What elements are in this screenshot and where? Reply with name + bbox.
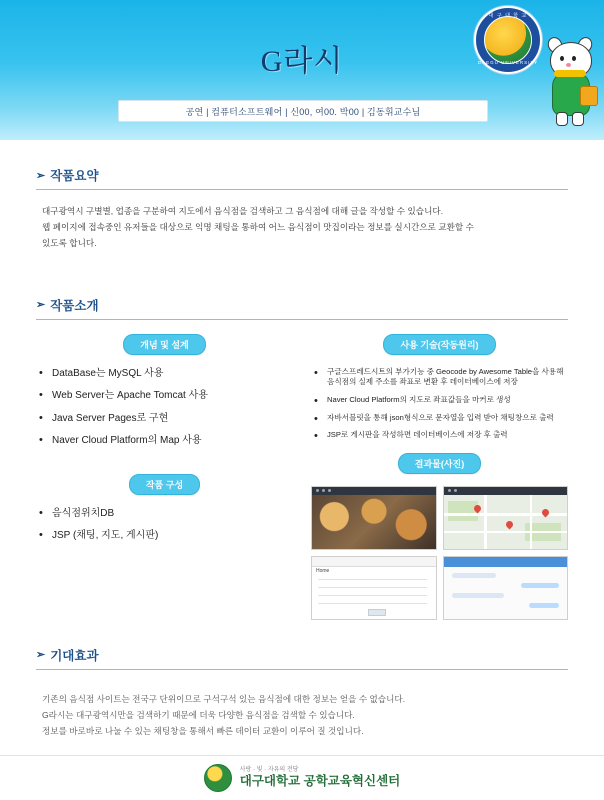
intro-right-column (311, 334, 568, 620)
titlebar-dot (328, 489, 331, 492)
chat-screenshot (443, 556, 569, 620)
footer-organization: 대구대학교 공학교육혁신센터 (239, 774, 401, 789)
chat-header (444, 557, 568, 567)
mascot-nose (566, 63, 571, 67)
pill-result: 결과물(사진) (398, 453, 481, 474)
effect-paragraph (42, 692, 562, 740)
board-divider (318, 595, 427, 596)
pill-wrap-tech (311, 334, 568, 355)
map-park (448, 501, 478, 521)
chat-bubble (521, 583, 559, 588)
titlebar-dot (448, 489, 451, 492)
list-item: • 자바서블릿을 통해 json형식으로 문자열을 입력 받아 채팅창으로 출력 (311, 413, 568, 424)
divider-summary (36, 189, 568, 190)
mascot-bag (580, 86, 598, 106)
intro-left-column (36, 334, 293, 620)
emblem-top-text: 대 구 대 학 교 (488, 13, 528, 19)
screenshot-titlebar (444, 487, 568, 495)
mascot-eye-left (560, 56, 564, 61)
section-title-effect: 기대효과 (50, 648, 99, 663)
map-canvas (444, 495, 568, 549)
mascot-scarf (554, 70, 586, 77)
list-item: • Java Server Pages로 구현 (36, 412, 293, 426)
result-screenshot-grid (311, 486, 568, 620)
titlebar-dot (454, 489, 457, 492)
list-item: • 음식점위치DB (36, 507, 293, 521)
list-item: • Naver Cloud Platform의 지도로 좌표값들을 마커로 생성 (311, 395, 568, 406)
titlebar-dot (316, 489, 319, 492)
section-heading-intro (36, 296, 568, 314)
arrow-icon: ➢ (36, 649, 46, 662)
screenshot-titlebar (312, 487, 436, 495)
tech-list (311, 367, 568, 441)
pill-wrap-compose (36, 474, 293, 495)
pill-wrap-result (311, 453, 568, 474)
summary-paragraph (42, 204, 562, 252)
footer-text-block (240, 767, 400, 788)
section-heading-effect (36, 646, 568, 664)
summary-line-2: 웹 페이지에 접속중인 유저들을 대상으로 익명 채팅을 통하여 어느 음식점이 맛집이라는 정보를 실시간으로 교환할 수 (42, 221, 474, 232)
mascot-leg-right (572, 112, 584, 126)
section-title-intro: 작품소개 (50, 298, 99, 313)
pill-wrap-design (36, 334, 293, 355)
arrow-icon: ➢ (36, 169, 46, 182)
design-list (36, 367, 293, 448)
pill-tech: 사용 기술(작동원리) (383, 334, 495, 355)
footer-slogan: 사랑 · 빛 · 자유의 전당 (239, 767, 299, 774)
titlebar-dot (322, 489, 325, 492)
food-photo-screenshot (311, 486, 437, 550)
page-title: G라시 (260, 45, 344, 78)
daegu-university-logo-icon (204, 764, 232, 792)
board-screenshot (311, 556, 437, 620)
authors-text: 공연 | 컴퓨터소프트웨어 | 신00, 여00. 박00 | 김동휘교수님 (185, 106, 421, 117)
list-item: • 구글스프레드시트의 부가기능 중 Geocode by Awesome Table을 사용해 음식점의 실제 주소를 좌표로 변환 후 데이터베이스에 저장 (311, 367, 568, 388)
section-heading-summary (36, 166, 568, 184)
pill-design: 개념 및 설계 (123, 334, 205, 355)
map-road (484, 495, 487, 549)
cat-mascot-icon (542, 42, 598, 128)
list-item: • Web Server는 Apache Tomcat 사용 (36, 389, 293, 403)
emblem-inner-shape (484, 16, 532, 64)
list-item: • DataBase는 MySQL 사용 (36, 367, 293, 381)
summary-line-1: 대구광역시 구별별, 업종을 구분하여 지도에서 음식점을 검색하고 그 음식점에 대해 글을 작성할 수 있습니다. (42, 206, 444, 216)
arrow-icon: ➢ (36, 299, 46, 312)
emblem-bottom-text: DAEGU UNIVERSITY (477, 60, 539, 65)
map-pin[interactable] (504, 519, 514, 529)
poster-footer (0, 755, 604, 800)
intro-columns (36, 334, 568, 620)
list-item: • Naver Cloud Platform의 Map 사용 (36, 434, 293, 448)
effect-line-2: G라시는 대구광역시만을 검색하기 때문에 더욱 다양한 음식점을 검색할 수 있습니다. (42, 709, 355, 720)
divider-effect (36, 669, 568, 670)
map-road (444, 531, 568, 533)
board-divider (318, 579, 427, 580)
effect-line-3: 정보를 바로바로 나눌 수 있는 채팅창을 통해서 빠른 데이터 교환이 이루어 질 것입니다. (42, 725, 364, 736)
board-topbar (312, 557, 436, 567)
map-road (530, 495, 532, 549)
map-screenshot (443, 486, 569, 550)
food-image (312, 495, 436, 549)
board-button[interactable] (368, 609, 386, 616)
divider-intro (36, 319, 568, 320)
summary-line-3: 있도록 합니다. (42, 237, 97, 248)
mascot-eye-right (572, 56, 576, 61)
board-page (312, 557, 436, 619)
list-item: • JSP로 게시판을 작성하면 데이터베이스에 저장 후 출력 (311, 430, 568, 441)
poster-header (0, 0, 604, 140)
university-emblem-icon (474, 6, 542, 74)
pill-compose: 작품 구성 (129, 474, 200, 495)
board-divider (318, 603, 427, 604)
chat-bubble (452, 593, 504, 598)
mascot-leg-left (556, 112, 568, 126)
chat-page (444, 557, 568, 619)
effect-line-1: 기존의 음식점 사이트는 전국구 단위이므로 구석구석 있는 음식점에 대한 정보는 얻을 수 없습니다. (42, 693, 406, 704)
list-item: • JSP (채팅, 지도, 게시판) (36, 529, 293, 543)
chat-bubble (452, 573, 496, 578)
compose-list (36, 507, 293, 543)
authors-bar (118, 100, 488, 122)
poster-content (0, 166, 604, 739)
board-divider (318, 587, 427, 588)
section-title-summary: 작품요약 (50, 169, 99, 183)
chat-bubble (529, 603, 559, 608)
board-title: Home (316, 567, 330, 574)
